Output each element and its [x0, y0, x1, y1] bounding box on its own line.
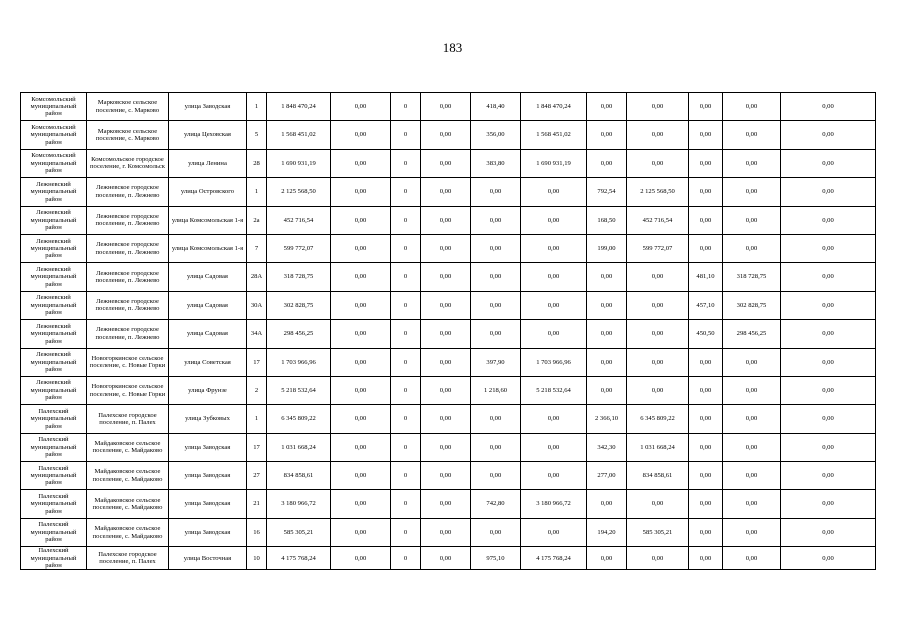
table-cell: 0,00 — [331, 234, 391, 262]
table-cell: 0,00 — [471, 320, 521, 348]
table-cell: 0,00 — [587, 263, 627, 291]
table-row — [21, 291, 876, 319]
table-cell: 0,00 — [331, 376, 391, 404]
table-row — [21, 490, 876, 518]
table-cell: 0 — [391, 405, 421, 433]
table-cell: Комсомольское городское поселение, г. Комсомольск — [87, 149, 169, 177]
table-row — [21, 462, 876, 490]
table-cell: 0,00 — [781, 462, 876, 490]
table-cell: 0,00 — [331, 348, 391, 376]
table-cell: 0,00 — [781, 206, 876, 234]
table-cell: 0,00 — [521, 263, 587, 291]
table-cell: Палехский муниципальный район — [21, 547, 87, 570]
table-cell: 0,00 — [421, 348, 471, 376]
table-cell: 0,00 — [421, 518, 471, 546]
table-cell: Майдаковское сельское поселение, с. Майдаково — [87, 433, 169, 461]
table-cell: Лежневский муниципальный район — [21, 320, 87, 348]
table-cell: 0,00 — [421, 462, 471, 490]
table-cell: 0,00 — [421, 234, 471, 262]
table-cell: 792,54 — [587, 178, 627, 206]
table-cell: 0,00 — [627, 376, 689, 404]
table-cell: 6 345 809,22 — [267, 405, 331, 433]
table-cell: 0,00 — [781, 348, 876, 376]
table-cell: 0,00 — [421, 263, 471, 291]
table-cell: 1 848 470,24 — [521, 93, 587, 121]
table-cell: 0 — [391, 320, 421, 348]
table-cell: 3 180 966,72 — [521, 490, 587, 518]
table-row — [21, 433, 876, 461]
table-cell: 0,00 — [723, 234, 781, 262]
table-cell: 0,00 — [587, 121, 627, 149]
table-cell: Палехский муниципальный район — [21, 518, 87, 546]
table-cell: 0,00 — [689, 518, 723, 546]
table-cell: улица Восточная — [169, 547, 247, 570]
table-cell: 0 — [391, 291, 421, 319]
table-cell: 1 568 451,02 — [521, 121, 587, 149]
table-cell: 0,00 — [723, 149, 781, 177]
table-cell: 0,00 — [723, 178, 781, 206]
table-cell: 585 305,21 — [267, 518, 331, 546]
table-cell: 0,00 — [471, 462, 521, 490]
table-cell: 599 772,07 — [627, 234, 689, 262]
table-cell: Лежневское городское поселение, п. Лежнево — [87, 206, 169, 234]
table-cell: 0,00 — [781, 121, 876, 149]
table-cell: 0 — [391, 376, 421, 404]
table-cell: 834 858,61 — [627, 462, 689, 490]
table-cell: улица Заводская — [169, 462, 247, 490]
table-cell: 383,80 — [471, 149, 521, 177]
table-cell: улица Заводская — [169, 490, 247, 518]
table-cell: 0,00 — [781, 405, 876, 433]
table-cell: 0,00 — [723, 121, 781, 149]
table-cell: улица Заводская — [169, 433, 247, 461]
table-cell: 194,20 — [587, 518, 627, 546]
table-cell: Палехский муниципальный район — [21, 433, 87, 461]
table-cell: 2 125 568,50 — [627, 178, 689, 206]
table-cell: 0,00 — [521, 518, 587, 546]
table-cell: 0,00 — [587, 348, 627, 376]
table-row — [21, 518, 876, 546]
table-cell: 0,00 — [689, 433, 723, 461]
table-cell: 0,00 — [471, 433, 521, 461]
table-cell: 0,00 — [781, 178, 876, 206]
table-cell: 0,00 — [723, 376, 781, 404]
table-cell: Лежневский муниципальный район — [21, 234, 87, 262]
table-cell: 0,00 — [331, 206, 391, 234]
table-cell: 0 — [391, 433, 421, 461]
table-cell: 418,40 — [471, 93, 521, 121]
table-cell: 0,00 — [421, 149, 471, 177]
table-cell: 0,00 — [587, 320, 627, 348]
table-cell: 0,00 — [627, 547, 689, 570]
table-cell: Лежневский муниципальный район — [21, 348, 87, 376]
table-cell: 0,00 — [723, 405, 781, 433]
table-cell: 1 568 451,02 — [267, 121, 331, 149]
table-cell: 17 — [247, 433, 267, 461]
table-cell: 0,00 — [421, 178, 471, 206]
table-cell: 0,00 — [421, 547, 471, 570]
table-cell: 0,00 — [521, 206, 587, 234]
table-cell: 0,00 — [627, 291, 689, 319]
table-cell: 0,00 — [331, 320, 391, 348]
table-cell: 0,00 — [781, 149, 876, 177]
table-row — [21, 263, 876, 291]
table-cell: 0,00 — [331, 178, 391, 206]
table-cell: 0,00 — [331, 121, 391, 149]
table-cell: 0,00 — [421, 433, 471, 461]
table-cell: 0,00 — [723, 462, 781, 490]
table-cell: 0,00 — [723, 433, 781, 461]
table-cell: 0 — [391, 518, 421, 546]
table-cell: 481,10 — [689, 263, 723, 291]
table-cell: 0,00 — [471, 178, 521, 206]
table-cell: 0,00 — [723, 490, 781, 518]
table-cell: 0,00 — [781, 376, 876, 404]
page-number: 183 — [442, 40, 463, 55]
table-cell: 0,00 — [421, 320, 471, 348]
table-cell: 0,00 — [781, 263, 876, 291]
table-cell: 277,00 — [587, 462, 627, 490]
table-cell: 0,00 — [689, 376, 723, 404]
table-cell: Лежневский муниципальный район — [21, 178, 87, 206]
table-cell: улица Ленина — [169, 149, 247, 177]
table-cell: 0,00 — [521, 405, 587, 433]
table-cell: 0,00 — [331, 433, 391, 461]
table-cell: 0 — [391, 348, 421, 376]
table-cell: Лежневский муниципальный район — [21, 291, 87, 319]
table-cell: 0,00 — [781, 433, 876, 461]
table-cell: 1 218,60 — [471, 376, 521, 404]
table-cell: 0,00 — [331, 263, 391, 291]
table-cell: 452 716,54 — [627, 206, 689, 234]
table-cell: 0,00 — [331, 547, 391, 570]
table-cell: 0,00 — [627, 149, 689, 177]
table-cell: 1 690 931,19 — [267, 149, 331, 177]
table-cell: 0,00 — [421, 206, 471, 234]
table-cell: 0 — [391, 462, 421, 490]
table-cell: 0,00 — [781, 320, 876, 348]
table-cell: 6 345 809,22 — [627, 405, 689, 433]
table-cell: 16 — [247, 518, 267, 546]
table-cell: Палехское городское поселение, п. Палех — [87, 405, 169, 433]
table-row — [21, 93, 876, 121]
table-cell: 7 — [247, 234, 267, 262]
table-cell: 1 690 931,19 — [521, 149, 587, 177]
table-cell: 0,00 — [331, 291, 391, 319]
table-cell: 2 366,10 — [587, 405, 627, 433]
table-cell: 0,00 — [521, 291, 587, 319]
table-cell: 27 — [247, 462, 267, 490]
table-cell: Лежневский муниципальный район — [21, 206, 87, 234]
table-cell: 1 703 966,96 — [267, 348, 331, 376]
table-cell: 318 728,75 — [723, 263, 781, 291]
table-cell: Лежневское городское поселение, п. Лежнево — [87, 291, 169, 319]
table-cell: Марковское сельское поселение, с. Марково — [87, 93, 169, 121]
table-cell: 3 180 966,72 — [267, 490, 331, 518]
table-cell: 834 858,61 — [267, 462, 331, 490]
table-cell: 0,00 — [689, 121, 723, 149]
table-cell: Лежневское городское поселение, п. Лежнево — [87, 320, 169, 348]
table-cell: 168,50 — [587, 206, 627, 234]
table-cell: улица Заводская — [169, 518, 247, 546]
table-cell: 1 703 966,96 — [521, 348, 587, 376]
table-row — [21, 178, 876, 206]
table-cell: 0 — [391, 490, 421, 518]
table-cell: 0,00 — [421, 376, 471, 404]
table-cell: 0,00 — [781, 518, 876, 546]
table-cell: 0,00 — [421, 121, 471, 149]
table-cell: 0,00 — [689, 547, 723, 570]
table-cell: 0,00 — [689, 348, 723, 376]
table-cell: 0,00 — [331, 93, 391, 121]
table-cell: 0,00 — [587, 376, 627, 404]
table-cell: улица Островского — [169, 178, 247, 206]
table-cell: 0,00 — [331, 518, 391, 546]
table-row — [21, 547, 876, 570]
table-cell: 0,00 — [781, 490, 876, 518]
table-cell: 397,90 — [471, 348, 521, 376]
table-cell: 10 — [247, 547, 267, 570]
table-cell: 0,00 — [689, 405, 723, 433]
table-cell: 302 828,75 — [267, 291, 331, 319]
table-cell: 0,00 — [521, 462, 587, 490]
table-cell: Майдаковское сельское поселение, с. Майдаково — [87, 518, 169, 546]
table-cell: 0,00 — [627, 490, 689, 518]
table-cell: 450,50 — [689, 320, 723, 348]
table-cell: 0 — [391, 93, 421, 121]
table-cell: 0,00 — [781, 291, 876, 319]
table-cell: 0,00 — [471, 206, 521, 234]
table-cell: 0,00 — [521, 320, 587, 348]
table-cell: 0,00 — [471, 518, 521, 546]
table-cell: Лежневский муниципальный район — [21, 263, 87, 291]
table-cell: 0 — [391, 121, 421, 149]
table-cell: 0,00 — [471, 263, 521, 291]
table-cell: 2 — [247, 376, 267, 404]
table-cell: 5 — [247, 121, 267, 149]
table-cell: 0,00 — [331, 490, 391, 518]
table-cell: Майдаковское сельское поселение, с. Майдаково — [87, 462, 169, 490]
table-cell: улица Садовая — [169, 320, 247, 348]
table-body — [21, 93, 876, 570]
table-cell: 0,00 — [521, 433, 587, 461]
table-cell: 28 — [247, 149, 267, 177]
table-cell: улица Заводская — [169, 93, 247, 121]
table-cell: 0,00 — [627, 320, 689, 348]
table-cell: улица Советская — [169, 348, 247, 376]
table-cell: 1 848 470,24 — [267, 93, 331, 121]
table-cell: 318 728,75 — [267, 263, 331, 291]
table-cell: 0,00 — [521, 178, 587, 206]
table-cell: 302 828,75 — [723, 291, 781, 319]
table-cell: Комсомольский муниципальный район — [21, 149, 87, 177]
table-cell: Палехский муниципальный район — [21, 405, 87, 433]
table-cell: 0 — [391, 206, 421, 234]
table-cell: 0,00 — [689, 206, 723, 234]
table-cell: 0,00 — [521, 234, 587, 262]
table-cell: Новогоркинское сельское поселение, с. Новые Горки — [87, 348, 169, 376]
table-cell: 5 218 532,64 — [521, 376, 587, 404]
table-cell: 0 — [391, 149, 421, 177]
table-row — [21, 320, 876, 348]
table-cell: 0,00 — [421, 405, 471, 433]
table-cell: 0,00 — [689, 490, 723, 518]
table-cell: 2а — [247, 206, 267, 234]
table-cell: 0,00 — [331, 149, 391, 177]
table-cell: 0,00 — [781, 234, 876, 262]
table-cell: 0,00 — [331, 462, 391, 490]
table-row — [21, 149, 876, 177]
table-cell: 1 — [247, 93, 267, 121]
table-cell: 4 175 768,24 — [267, 547, 331, 570]
table-cell: Майдаковское сельское поселение, с. Майдаково — [87, 490, 169, 518]
table-cell: 4 175 768,24 — [521, 547, 587, 570]
table-cell: 0,00 — [587, 490, 627, 518]
table-cell: Лежневское городское поселение, п. Лежнево — [87, 234, 169, 262]
table-cell: 0,00 — [723, 348, 781, 376]
table-cell: Марковское сельское поселение, с. Марково — [87, 121, 169, 149]
table-row — [21, 206, 876, 234]
table-cell: 0,00 — [723, 93, 781, 121]
table-row — [21, 121, 876, 149]
table-cell: 452 716,54 — [267, 206, 331, 234]
table-cell: 0,00 — [689, 93, 723, 121]
table-row — [21, 405, 876, 433]
table-cell: 0,00 — [689, 149, 723, 177]
table-cell: 0,00 — [331, 405, 391, 433]
table-cell: 0,00 — [587, 547, 627, 570]
table-cell: улица Комсомольская 1-я — [169, 234, 247, 262]
table-cell: 0,00 — [781, 547, 876, 570]
table-cell: 356,00 — [471, 121, 521, 149]
table-cell: 0,00 — [471, 291, 521, 319]
table-cell: 2 125 568,50 — [267, 178, 331, 206]
table-cell: Палехский муниципальный район — [21, 490, 87, 518]
table-cell: 0,00 — [471, 234, 521, 262]
table-cell: улица Садовая — [169, 263, 247, 291]
table-cell: Комсомольский муниципальный район — [21, 93, 87, 121]
table-cell: 599 772,07 — [267, 234, 331, 262]
table-cell: 298 456,25 — [723, 320, 781, 348]
table-cell: 298 456,25 — [267, 320, 331, 348]
table-cell: 1 — [247, 405, 267, 433]
table-cell: 21 — [247, 490, 267, 518]
table-cell: 28А — [247, 263, 267, 291]
table-cell: 1 — [247, 178, 267, 206]
table-cell: улица Фрунзе — [169, 376, 247, 404]
table-cell: 975,10 — [471, 547, 521, 570]
table-cell: Новогоркинское сельское поселение, с. Новые Горки — [87, 376, 169, 404]
table-cell: 0,00 — [627, 348, 689, 376]
table-cell: 0,00 — [587, 291, 627, 319]
table-cell: 585 305,21 — [627, 518, 689, 546]
table-cell: Палехский муниципальный район — [21, 462, 87, 490]
table-cell: 0,00 — [471, 405, 521, 433]
table-cell: улица Садовая — [169, 291, 247, 319]
table-cell: 0 — [391, 178, 421, 206]
table-cell: 742,80 — [471, 490, 521, 518]
table-cell: 0,00 — [689, 462, 723, 490]
table-cell: 342,30 — [587, 433, 627, 461]
table-cell: 0,00 — [421, 93, 471, 121]
table-cell: 30А — [247, 291, 267, 319]
table-cell: 0,00 — [723, 518, 781, 546]
table-cell: 0,00 — [689, 234, 723, 262]
table-cell: 0,00 — [421, 490, 471, 518]
table-cell: улица Комсомольская 1-я — [169, 206, 247, 234]
table-cell: 0,00 — [587, 93, 627, 121]
data-table — [20, 92, 876, 570]
table-cell: Палехское городское поселение, п. Палех — [87, 547, 169, 570]
table-cell: 0,00 — [587, 149, 627, 177]
table-row — [21, 234, 876, 262]
table-cell: 0,00 — [723, 206, 781, 234]
table-cell: 0,00 — [781, 93, 876, 121]
table-cell: Лежневское городское поселение, п. Лежнево — [87, 178, 169, 206]
table-cell: Лежневский муниципальный район — [21, 376, 87, 404]
table-cell: 0,00 — [627, 121, 689, 149]
table-cell: 0,00 — [689, 178, 723, 206]
table-cell: 1 031 668,24 — [627, 433, 689, 461]
table-cell: Лежневское городское поселение, п. Лежнево — [87, 263, 169, 291]
table-cell: 0 — [391, 547, 421, 570]
table-cell: 0,00 — [421, 291, 471, 319]
table-cell: 0,00 — [627, 263, 689, 291]
table-cell: 0 — [391, 234, 421, 262]
table-cell: 0,00 — [723, 547, 781, 570]
table-cell: улица Цеховская — [169, 121, 247, 149]
table-cell: улица Зубковых — [169, 405, 247, 433]
table-cell: 1 031 668,24 — [267, 433, 331, 461]
table-cell: 17 — [247, 348, 267, 376]
table-cell: Комсомольский муниципальный район — [21, 121, 87, 149]
table-cell: 457,10 — [689, 291, 723, 319]
table-cell: 199,00 — [587, 234, 627, 262]
table-row — [21, 376, 876, 404]
table-cell: 0,00 — [627, 93, 689, 121]
table-cell: 0 — [391, 263, 421, 291]
table-cell: 5 218 532,64 — [267, 376, 331, 404]
table-row — [21, 348, 876, 376]
table-cell: 34А — [247, 320, 267, 348]
